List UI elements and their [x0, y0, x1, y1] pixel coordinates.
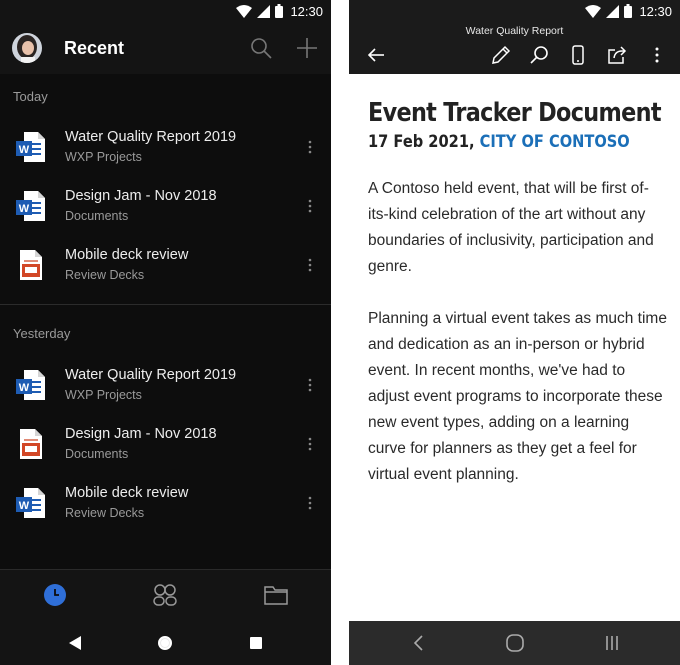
- status-bar: [349, 0, 680, 22]
- more-options-button[interactable]: [300, 196, 320, 216]
- file-location: WXP Projects: [65, 150, 142, 164]
- file-name: Mobile deck review: [65, 247, 189, 263]
- plus-icon: [296, 37, 318, 59]
- document-name: Water Quality Report: [465, 25, 564, 37]
- chevron-left-icon: [413, 635, 423, 651]
- file-name: Mobile deck review: [65, 485, 189, 501]
- section-label-today: Today: [13, 89, 48, 104]
- more-vertical-icon: [308, 496, 312, 510]
- more-options-button[interactable]: [300, 434, 320, 454]
- add-button[interactable]: [295, 36, 319, 60]
- arrow-left-icon: [368, 48, 384, 62]
- battery-icon: [275, 4, 283, 18]
- status-time: 12:30: [639, 3, 672, 19]
- file-name: Water Quality Report 2019: [65, 129, 237, 145]
- more-vertical-icon: [308, 199, 312, 213]
- more-options-button[interactable]: [300, 137, 320, 157]
- status-time: 12:30: [290, 3, 323, 19]
- system-navigation-bar: [349, 621, 680, 665]
- svg-text:W: W: [18, 202, 30, 215]
- pencil-icon: [491, 45, 511, 65]
- more-vertical-icon: [655, 47, 659, 63]
- tab-files[interactable]: [256, 575, 296, 615]
- file-name: Water Quality Report 2019: [65, 367, 237, 383]
- recents-square-icon: [250, 637, 262, 649]
- file-location: Review Decks: [65, 268, 145, 282]
- section-label-yesterday: Yesterday: [13, 326, 71, 341]
- bottom-navigation: [0, 569, 331, 620]
- folder-icon: [263, 584, 289, 606]
- signal-icon: [606, 5, 619, 18]
- list-item[interactable]: [0, 117, 331, 176]
- recents-button[interactable]: [241, 628, 271, 658]
- home-circle-icon: [157, 635, 173, 651]
- search-icon: [530, 45, 550, 65]
- file-location: Review Decks: [65, 506, 145, 520]
- document-paragraph: A Contoso held event, that will be first of-its-kind celebration of the art without any boundaries of inclusivity, participation and genre.: [368, 180, 654, 275]
- home-button[interactable]: [500, 628, 530, 658]
- file-location: Documents: [65, 447, 129, 461]
- back-button[interactable]: [403, 628, 433, 658]
- file-location: Documents: [65, 209, 129, 223]
- page-title: Recent: [64, 37, 125, 58]
- clock-icon: [43, 583, 67, 607]
- word-doc-icon: [16, 190, 46, 222]
- more-options-button[interactable]: [300, 375, 320, 395]
- tab-recent[interactable]: [35, 575, 75, 615]
- share-button[interactable]: [604, 42, 630, 68]
- word-doc-icon: [16, 131, 46, 163]
- list-item[interactable]: [0, 473, 331, 532]
- phone-icon: [572, 45, 584, 65]
- document-toolbar: [349, 22, 680, 74]
- wifi-icon: [236, 5, 252, 18]
- mobile-view-button[interactable]: [565, 42, 591, 68]
- avatar-photo-icon: [12, 33, 42, 63]
- powerpoint-doc-icon: [16, 428, 46, 460]
- find-button[interactable]: [527, 42, 553, 68]
- back-triangle-icon: [69, 636, 81, 650]
- more-vertical-icon: [308, 258, 312, 272]
- status-bar: [0, 0, 331, 22]
- edit-button[interactable]: [488, 42, 514, 68]
- wifi-icon: [585, 5, 601, 18]
- home-button[interactable]: [150, 628, 180, 658]
- back-button[interactable]: [363, 42, 389, 68]
- svg-text:W: W: [18, 381, 30, 394]
- list-item[interactable]: [0, 355, 331, 414]
- list-item[interactable]: [0, 176, 331, 235]
- document-view-screen: [349, 0, 680, 665]
- avatar[interactable]: [12, 33, 42, 63]
- recents-button[interactable]: [597, 628, 627, 658]
- back-button[interactable]: [60, 628, 90, 658]
- more-options-button[interactable]: [300, 255, 320, 275]
- more-options-button[interactable]: [644, 42, 670, 68]
- more-vertical-icon: [308, 140, 312, 154]
- share-icon: [607, 46, 627, 64]
- svg-text:W: W: [18, 143, 30, 156]
- more-options-button[interactable]: [300, 493, 320, 513]
- file-location: WXP Projects: [65, 388, 142, 402]
- document-date: 17 Feb 2021,: [368, 132, 475, 152]
- recent-files-screen: [0, 0, 331, 665]
- word-doc-icon: [16, 369, 46, 401]
- home-rounded-square-icon: [506, 634, 524, 652]
- file-name: Design Jam - Nov 2018: [65, 188, 217, 204]
- signal-icon: [257, 5, 270, 18]
- app-header: [0, 22, 331, 74]
- more-vertical-icon: [308, 437, 312, 451]
- list-item[interactable]: [0, 414, 331, 473]
- tab-shared[interactable]: [145, 575, 185, 615]
- powerpoint-doc-icon: [16, 249, 46, 281]
- svg-text:W: W: [18, 499, 30, 512]
- word-doc-icon: [16, 487, 46, 519]
- search-button[interactable]: [249, 36, 273, 60]
- document-body[interactable]: [368, 98, 668, 488]
- battery-icon: [624, 4, 632, 18]
- document-location-link[interactable]: CITY OF CONTOSO: [479, 132, 630, 152]
- recent-files-list: [0, 74, 331, 570]
- system-navigation-bar: [0, 620, 331, 665]
- file-name: Design Jam - Nov 2018: [65, 426, 217, 442]
- search-icon: [250, 37, 272, 59]
- recents-bars-icon: [605, 635, 619, 651]
- document-title: Event Tracker Document: [368, 98, 661, 128]
- more-vertical-icon: [308, 378, 312, 392]
- people-icon: [152, 583, 178, 607]
- document-paragraph: Planning a virtual event takes as much time and dedication as an in-person or hybrid event. In recent months, we've had to adjust event programs to incorporate these new event types, adding on a learning curve for planners as they get a feel for virtual event planning.: [368, 310, 667, 483]
- list-item[interactable]: [0, 235, 331, 294]
- document-subtitle: [368, 132, 630, 152]
